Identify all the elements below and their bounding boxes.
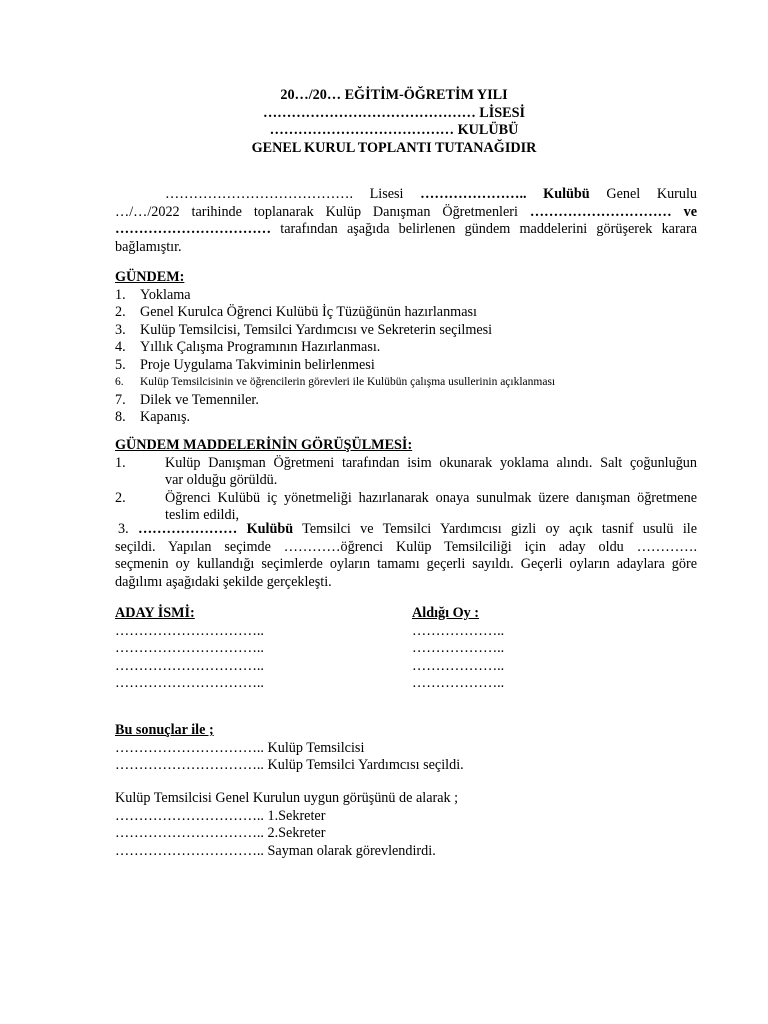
agenda-heading: GÜNDEM: [115,269,185,285]
agenda-item: 4. Yıllık Çalışma Programının Hazırlanması. [115,339,381,355]
result-representative: ………………………….. Kulüp Temsilcisi [115,739,365,756]
title-school-name: ……………………………………… LİSESİ [262,104,526,121]
candidate-votes: ……………….. ……………….. ……………….. ……………….. [412,622,505,691]
intro-paragraph [115,186,697,256]
appointments-intro: Kulüp Temsilcisi Genel Kurulun uygun görüşünü de alarak ; [115,790,459,806]
agenda-item: 3. Kulüp Temsilcisi, Temsilci Yardımcısı ve Sekreterin seçilmesi [115,321,493,338]
document-page: 20…/20… EĞİTİM-ÖĞRETİM YILI ……………………………………… LİSESİ ………………………………… KULÜBÜ GENEL KURUL TOPLANTI TUTANAĞIDIR …………………………………. Lisesi ………………….. Kulübü Genel Kurulu …/…/2022 tarihinde toplanarak Kulüp Danışman Öğretmenleri ………………………… ve …………………………… tarafından aşağıda belirlenen gündem maddelerini görüşerek karara bağlamıştır. GÜNDEM: 1. Yoklama 2. Genel Kurulca Öğrenci Kulübü İç Tüzüğünün hazırlanması 3. Kulüp Temsilcisi, Temsilci Yardımcısı ve Sekreterin seçilmesi 4. Yıllık Çalışma Programının Hazırlanması. 5. Proje Uygulama Takviminin belirlenmesi 6. Kulüp Temsilcisinin ve öğrencilerin görevleri ile Kulübün çalışma usullerinin açıklanması 7. Dilek ve Temenniler. 8. Kapanış. GÜNDEM MADDELERİNİN GÖRÜŞÜLMESİ: 1. Kulüp Danışman Öğretmeni tarafından isim okunarak yoklama alındı. Salt çoğunluğun var olduğu görüldü. 2. Öğrenci Kulübü iç yönetmeliği hazırlanarak onaya sunulmak üzere danışman öğretmene teslim edildi, 3. ………………… Kulübü Temsilci ve Temsilci Yardımcısı gizli oy açık tasnif usulü ile seçildi. Yapılan seçimde …………öğrenci Kulüp Temsilciliği için aday oldu …………. seçmenin oy kullandığı seçimlerde oyların tamamı geçerli sayıldı. Geçerli oyların adaylara göre dağılımı aşağıdaki şekilde gerçekleşti. ADAY İSMİ: Aldığı Oy : ………………………….. ………………………….. ………………………….. ………………………….. ……………….. ……………….. ……………….. ……………….. Bu sonuçlar ile ; ………………………….. Kulüp Temsilcisi ………………………….. Kulüp Temsilci Yardımcısı seçildi. Kulüp Temsilcisi Genel Kurulun uygun görüşünü de alarak ; ………………………….. 1.Sekreter ………………………….. 2.Sekreter ………………………….. Sayman olarak görevlendirdi. [0,0,768,1024]
document-title [0,87,768,157]
appointment-secretary-2: ………………………….. 2.Sekreter [115,825,326,841]
appointments-section [115,790,697,860]
appointment-secretary-1: ………………………….. 1.Sekreter [115,807,326,824]
agenda-item: 2. Genel Kurulca Öğrenci Kulübü İç Tüzüğünün hazırlanması [115,304,477,320]
title-club-name: ………………………………… KULÜBÜ [269,122,519,138]
discussion-list [115,455,697,525]
discussion-heading: GÜNDEM MADDELERİNİN GÖRÜŞÜLMESİ: [115,437,413,453]
candidate-row: ………………………….. ………………………….. ………………………….. ………………………….. [115,622,264,691]
agenda-item: 7. Dilek ve Temenniler. [115,391,259,408]
agenda-item: 8. Kapanış. [115,409,191,425]
title-minutes: GENEL KURUL TOPLANTI TUTANAĞIDIR [251,139,537,156]
results-heading: Bu sonuçlar ile ; [115,722,214,738]
discussion-item-3: 3. ………………… Kulübü Temsilci ve Temsilci Yardımcısı gizli oy açık tasnif usulü ile [118,521,697,537]
agenda-item: 1. Yoklama [115,286,191,303]
discussion-item-1: 1. Kulüp Danışman Öğretmeni tarafından isim okunarak yoklama alındı. Salt çoğunluğun var olduğu görüldü. [115,454,697,488]
discussion-item-2: 2. Öğrenci Kulübü iç yönetmeliği hazırlanarak onaya sunulmak üzere danışman öğretmene teslim edildi, [115,489,697,523]
intro-line-3: …………………………… tarafından aşağıda belirlenen gündem maddelerini görüşerek karara [115,221,697,237]
agenda-item: 5. Proje Uygulama Takviminin belirlenmesi [115,356,375,373]
appointment-treasurer: ………………………….. Sayman olarak görevlendirdi. [115,842,436,859]
title-school-year: 20…/20… EĞİTİM-ÖĞRETİM YILI [280,87,508,103]
agenda-item: 6. Kulüp Temsilcisinin ve öğrencilerin görevleri ile Kulübün çalışma usullerinin açıklanması [115,376,556,388]
result-deputy: ………………………….. Kulüp Temsilci Yardımcısı seçildi. [115,757,464,773]
intro-line-1: …………………………………. Lisesi ………………….. Kulübü Genel Kurulu [165,186,698,202]
votes-header: Aldığı Oy : [412,605,480,621]
intro-line-2: …/…/2022 tarihinde toplanarak Kulüp Danışman Öğretmenleri ………………………… ve [115,203,698,220]
intro-line-4: bağlamıştır. [115,238,182,255]
discussion-section [115,437,697,525]
agenda-section [115,269,697,427]
agenda-list [115,287,697,427]
candidate-name-header: ADAY İSMİ: [115,605,195,621]
results-section [115,722,697,775]
